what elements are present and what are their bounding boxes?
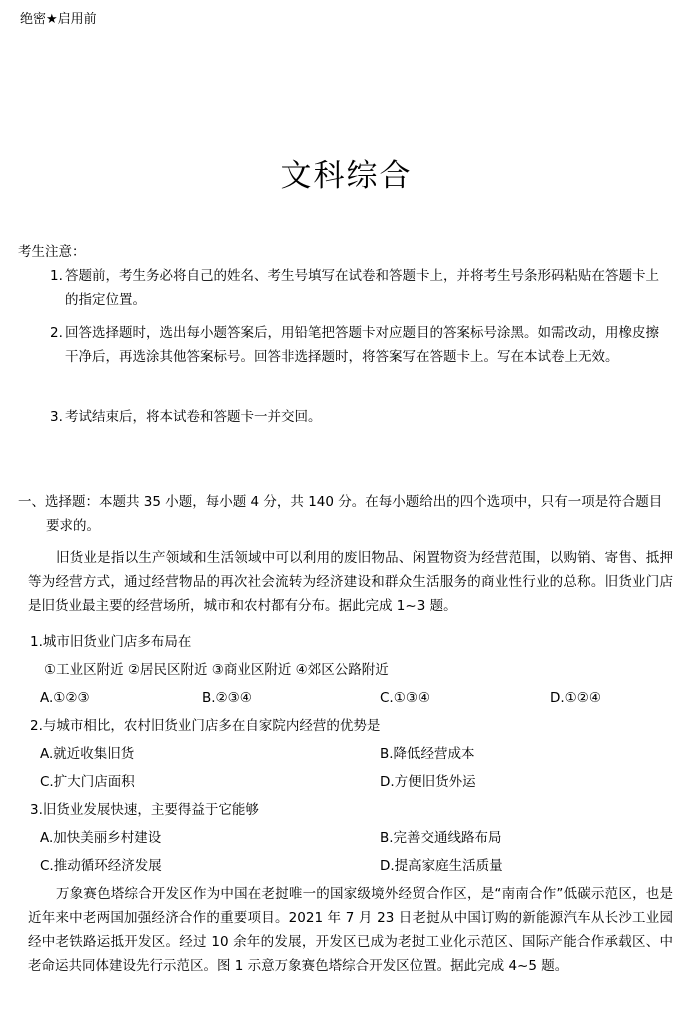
notice-item-number: 2.	[50, 325, 63, 341]
question-3-options-row1	[40, 826, 680, 850]
notice-heading: 考生注意：	[18, 244, 86, 260]
notice-item-text: 回答选择题时，选出每小题答案后，用铅笔把答题卡对应题目的答案标号涂黑。如需改动，用橡皮擦干净后，再选涂其他答案标号。回答非选择题时，将答案写在答题卡上。写在本试卷上无效。	[65, 325, 659, 365]
notice-item-text: 答题前，考生务必将自己的姓名、考生号填写在试卷和答题卡上，并将考生号条形码粘贴在答题卡上的指定位置。	[65, 268, 659, 308]
notice-item-1	[50, 264, 672, 312]
question-2-options-row2	[40, 770, 680, 794]
question-2-options-row1	[40, 742, 680, 766]
notice-item-number: 3.	[50, 409, 63, 425]
section-heading	[18, 490, 672, 538]
question-1-stem: 1.城市旧货业门店多布局在	[30, 634, 192, 650]
option-b: B.②③④	[202, 690, 252, 706]
option-d: D.提高家庭生活质量	[380, 858, 503, 874]
option-c: C.扩大门店面积	[40, 774, 135, 790]
question-2-stem: 2.与城市相比，农村旧货业门店多在自家院内经营的优势是	[30, 718, 381, 734]
section-heading-text: 一、选择题：本题共 35 小题，每小题 4 分，共 140 分。在每小题给出的四个选项中，只有一项是符合题目要求的。	[18, 494, 663, 534]
page-title: 文科综合	[280, 158, 413, 194]
notice-item-text: 考试结束后，将本试卷和答题卡一并交回。	[65, 409, 322, 425]
option-c: C.推动循环经济发展	[40, 858, 162, 874]
passage-1: 旧货业是指以生产领域和生活领域中可以利用的废旧物品、闲置物资为经营范围，以购销、寄售、抵押等为经营方式，通过经营物品的再次社会流转为经济建设和群众生活服务的商业性行业的总称。旧货业门店是旧货业最主要的经营场所，城市和农村都有分布。据此完成 1~3 题。	[28, 550, 673, 614]
notice-item-3	[50, 405, 672, 429]
question-1-sub-options: ①工业区附近 ②居民区附近 ③商业区附近 ④郊区公路附近	[44, 662, 389, 678]
option-a: A.①②③	[40, 690, 90, 706]
option-d: D.方便旧货外运	[380, 774, 476, 790]
option-a: A.就近收集旧货	[40, 746, 135, 762]
question-3-stem: 3.旧货业发展快速，主要得益于它能够	[30, 802, 259, 818]
option-a: A.加快美丽乡村建设	[40, 830, 162, 846]
question-3-options-row2	[40, 854, 680, 878]
secret-mark: 绝密★启用前	[20, 12, 97, 27]
notice-item-2	[50, 321, 672, 369]
question-1-options	[40, 686, 680, 710]
passage-2: 万象赛色塔综合开发区作为中国在老挝唯一的国家级境外经贸合作区，是“南南合作”低碳示范区，也是近年来中老两国加强经济合作的重要项目。2021 年 7 月 23 日老挝从中国订购的新能源汽车从长沙工业园经中老铁路运抵开发区。经过 10 余年的发展，开发区已成为老挝工业化示范区、国际产能合作承载区、中老命运共同体建设先行示范区。图 1 示意万象赛色塔综合开发区位置。据此完成 4~5 题。	[28, 886, 673, 974]
notice-item-number: 1.	[50, 268, 63, 284]
option-b: B.降低经营成本	[380, 746, 475, 762]
option-b: B.完善交通线路布局	[380, 830, 502, 846]
option-c: C.①③④	[380, 690, 431, 706]
option-d: D.①②④	[550, 690, 601, 706]
